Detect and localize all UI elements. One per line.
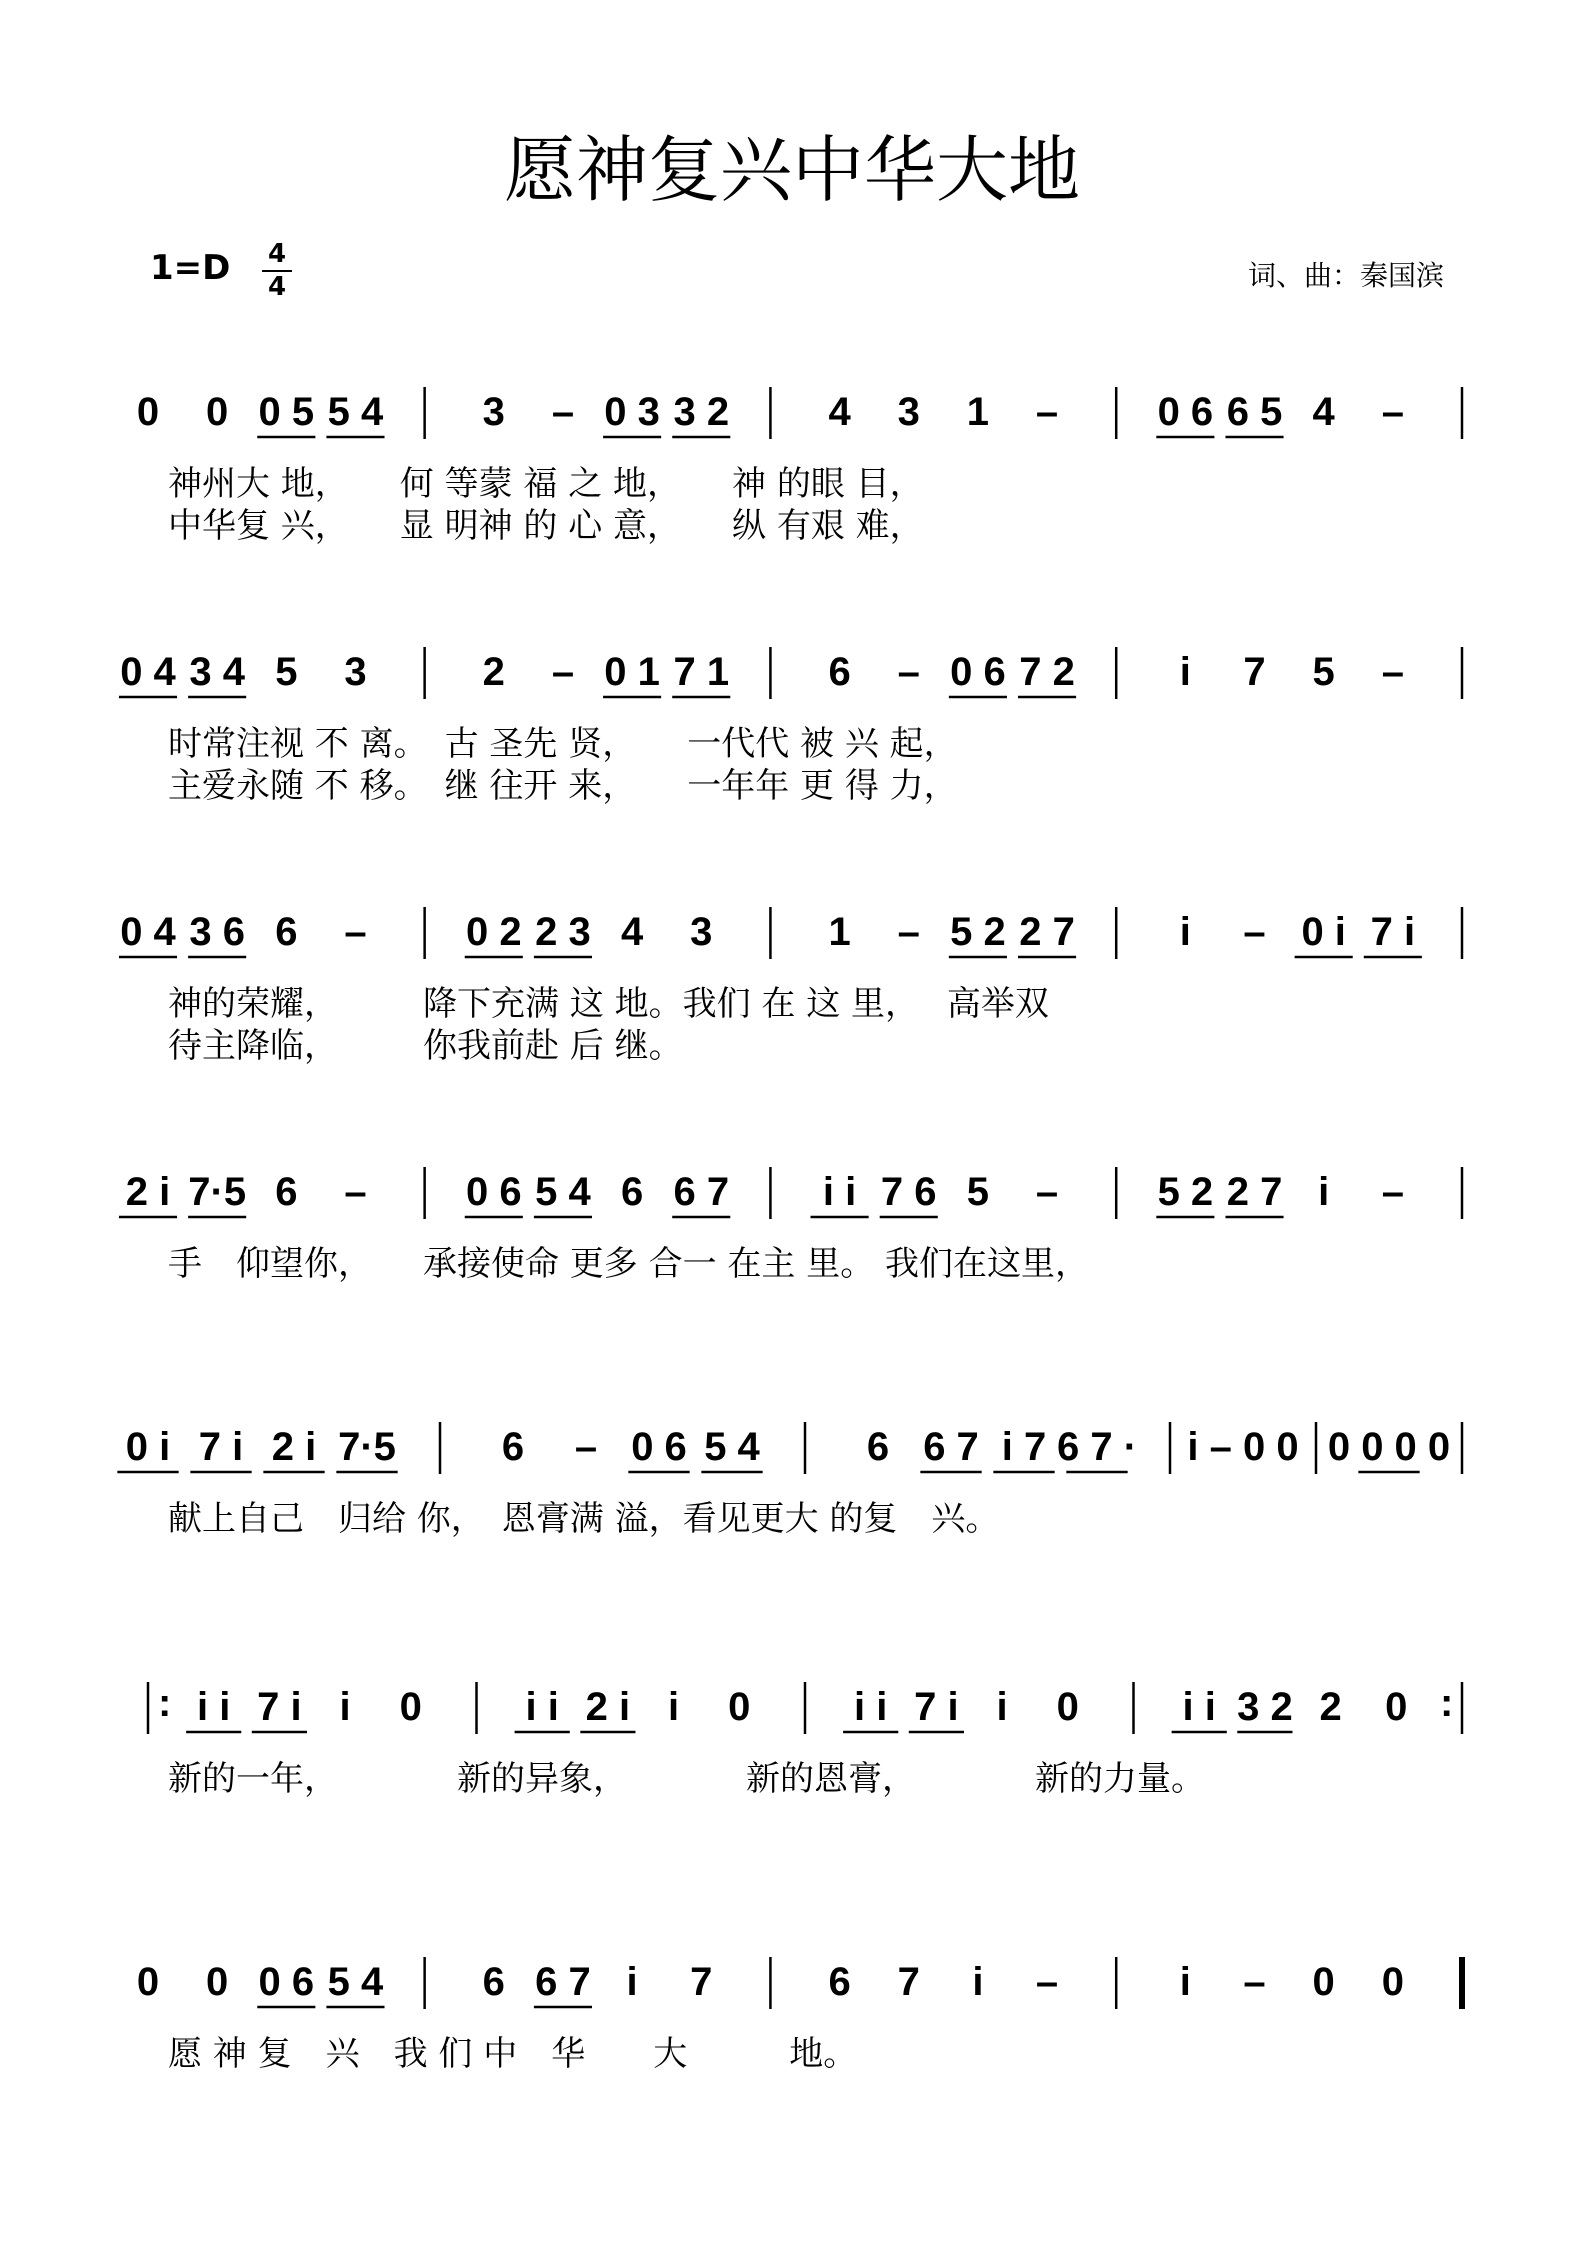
- score-system: [148, 1681, 1462, 1799]
- note-group: 0 0 0 0: [1327, 1425, 1451, 1469]
- note-group: 2 i: [125, 1170, 171, 1214]
- note-group: 1: [828, 910, 851, 954]
- note-group: 1: [966, 390, 990, 434]
- note-group: 0: [136, 390, 160, 434]
- note-group: –: [1035, 1960, 1059, 2004]
- note-group: 6 5: [1226, 390, 1283, 434]
- note-group: 0 3: [604, 390, 660, 434]
- note-group: 2 7: [1226, 1170, 1283, 1214]
- note-group: 0 i: [1301, 910, 1346, 954]
- lyric-line: 手 仰望你， 承接使命 更多 合一 在主 里。 我们在这里，: [168, 1244, 1090, 1284]
- note-group: 6 7: [535, 1960, 591, 2004]
- lyric-line: 待主降临， 你我前赴 后 继。: [168, 1026, 683, 1066]
- note-group: 7: [897, 1960, 920, 2004]
- note-group: 3: [690, 910, 713, 954]
- note-group: 7: [690, 1960, 713, 2004]
- note-group: i i: [1182, 1685, 1216, 1729]
- note-group: 5: [1312, 650, 1335, 694]
- note-group: 6: [482, 1960, 505, 2004]
- note-group: 0 4: [120, 910, 176, 954]
- repeat-sign: :: [1440, 1681, 1454, 1725]
- note-group: –: [1381, 650, 1404, 694]
- note-group: –: [551, 650, 575, 694]
- note-group: –: [1035, 390, 1059, 434]
- note-group: 6: [828, 1960, 851, 2004]
- note-group: i: [996, 1685, 1008, 1729]
- note-group: 0 5: [258, 390, 315, 434]
- note-group: i: [972, 1960, 984, 2004]
- note-group: –: [1243, 910, 1266, 954]
- page-title: 愿神复兴中华大地: [503, 128, 1080, 212]
- note-group: 3: [344, 650, 367, 694]
- score-system: [119, 907, 1462, 1066]
- note-group: 0 6: [258, 1960, 315, 2004]
- note-group: i i: [197, 1685, 231, 1729]
- time-signature-top: 4: [267, 239, 287, 269]
- note-group: i: [1318, 1170, 1330, 1214]
- note-group: 5 2: [1157, 1170, 1214, 1214]
- note-group: 6: [828, 650, 851, 694]
- note-group: 3 2: [1237, 1685, 1293, 1729]
- note-group: 0 6: [465, 1170, 522, 1214]
- note-group: –: [897, 910, 920, 954]
- note-group: 6 7: [923, 1425, 979, 1469]
- lyric-line: 愿 神 复 兴 我 们 中 华 大 地。: [168, 2034, 858, 2074]
- lyric-line: 新的一年， 新的异象， 新的恩膏， 新的力量。: [168, 1759, 1205, 1799]
- note-group: 5 2: [950, 910, 1006, 954]
- note-group: 6: [866, 1425, 890, 1469]
- note-group: –: [574, 1425, 598, 1469]
- note-group: 6 7 ·: [1056, 1425, 1138, 1469]
- score-system: [119, 1167, 1462, 1284]
- score-system: [117, 1422, 1462, 1539]
- note-group: i: [1179, 910, 1191, 954]
- note-group: 4: [620, 910, 644, 954]
- note-group: 3 4: [189, 650, 245, 694]
- note-group: 6: [501, 1425, 525, 1469]
- note-group: 7 i: [257, 1685, 302, 1729]
- repeat-sign: :: [158, 1681, 172, 1725]
- note-group: –: [1035, 1170, 1059, 1214]
- lyric-line: 时常注视 不 离。 古 圣先 贤， 一代代 被 兴 起，: [168, 724, 958, 764]
- credit: 词、曲：秦国滨: [1247, 259, 1444, 292]
- note-group: 7 i: [1370, 910, 1416, 954]
- note-group: –: [1381, 1170, 1404, 1214]
- note-group: 2 i: [271, 1425, 317, 1469]
- note-group: 7·5: [338, 1425, 396, 1469]
- note-group: 6: [620, 1170, 644, 1214]
- note-group: 0 6: [1157, 390, 1214, 434]
- note-group: 2: [1319, 1685, 1342, 1729]
- note-group: 4: [828, 390, 851, 434]
- note-group: 5 4: [327, 1960, 384, 2004]
- note-group: 5 4: [327, 390, 384, 434]
- note-group: 0 i: [125, 1425, 171, 1469]
- note-group: i: [339, 1685, 351, 1729]
- note-group: –: [551, 390, 575, 434]
- score-system: [137, 1957, 1462, 2074]
- note-group: 0: [1312, 1960, 1335, 2004]
- score-system: [119, 647, 1462, 806]
- note-group: 2 7: [1019, 910, 1075, 954]
- note-group: 0 2: [465, 910, 522, 954]
- note-group: 5 4: [704, 1425, 760, 1469]
- note-group: 0: [399, 1685, 422, 1729]
- note-group: 5: [275, 650, 298, 694]
- note-group: i: [1179, 650, 1191, 694]
- note-group: 0: [1381, 1960, 1404, 2004]
- note-group: 7 2: [1019, 650, 1075, 694]
- lyric-line: 神州大 地， 何 等蒙 福 之 地， 神 的眼 目，: [168, 464, 924, 504]
- note-group: –: [344, 910, 367, 954]
- note-group: 4: [1312, 390, 1335, 434]
- note-group: 0 4: [120, 650, 176, 694]
- note-group: 2: [482, 650, 505, 694]
- lyric-line: 献上自己 归给 你， 恩膏满 溢，看见更大 的复 兴。: [168, 1499, 1000, 1539]
- note-group: 0: [136, 1960, 160, 2004]
- note-group: i i: [854, 1685, 888, 1729]
- note-group: 0: [1056, 1685, 1079, 1729]
- lyric-line: 主爱永随 不 移。 继 往开 来， 一年年 更 得 力，: [168, 766, 958, 806]
- note-group: 7: [1243, 650, 1266, 694]
- lyric-line: 神的荣耀， 降下充满 这 地。我们 在 这 里， 高举双: [168, 984, 1049, 1024]
- note-group: i: [668, 1685, 680, 1729]
- note-group: i i: [525, 1685, 559, 1729]
- note-group: 0 1: [604, 650, 660, 694]
- note-group: –: [344, 1170, 367, 1214]
- score-system: [137, 387, 1462, 546]
- lyric-line: 中华复 兴， 显 明神 的 心 意， 纵 有艰 难，: [168, 506, 924, 546]
- note-group: i i: [822, 1170, 857, 1214]
- note-group: 6: [275, 910, 298, 954]
- note-group: 7 i: [914, 1685, 959, 1729]
- note-group: 0: [206, 390, 229, 434]
- note-group: –: [897, 650, 920, 694]
- note-group: 5 4: [535, 1170, 591, 1214]
- note-group: 7 6: [880, 1170, 937, 1214]
- time-signature-bottom: 4: [267, 271, 287, 302]
- note-group: 7 1: [673, 650, 730, 694]
- note-group: 0 6: [631, 1425, 687, 1469]
- note-group: 0: [206, 1960, 229, 2004]
- note-group: 2 3: [535, 910, 591, 954]
- note-group: i: [626, 1960, 638, 2004]
- note-group: 3: [482, 390, 505, 434]
- note-group: 7 i: [198, 1425, 244, 1469]
- note-group: i: [1179, 1960, 1191, 2004]
- note-group: –: [1243, 1960, 1266, 2004]
- note-group: –: [1381, 390, 1404, 434]
- note-group: 3 2: [673, 390, 730, 434]
- note-group: 0: [1385, 1685, 1408, 1729]
- note-group: 2 i: [585, 1685, 631, 1729]
- note-group: 6 7: [673, 1170, 730, 1214]
- note-group: i 7: [1001, 1425, 1047, 1469]
- note-group: 3: [897, 390, 920, 434]
- note-group: i – 0 0: [1187, 1425, 1299, 1469]
- note-group: 3 6: [189, 910, 245, 954]
- note-group: 7·5: [188, 1170, 247, 1214]
- note-group: 5: [966, 1170, 990, 1214]
- key-signature: 1=D: [150, 248, 231, 288]
- note-group: 0: [728, 1685, 751, 1729]
- note-group: 6: [275, 1170, 298, 1214]
- note-group: 0 6: [950, 650, 1006, 694]
